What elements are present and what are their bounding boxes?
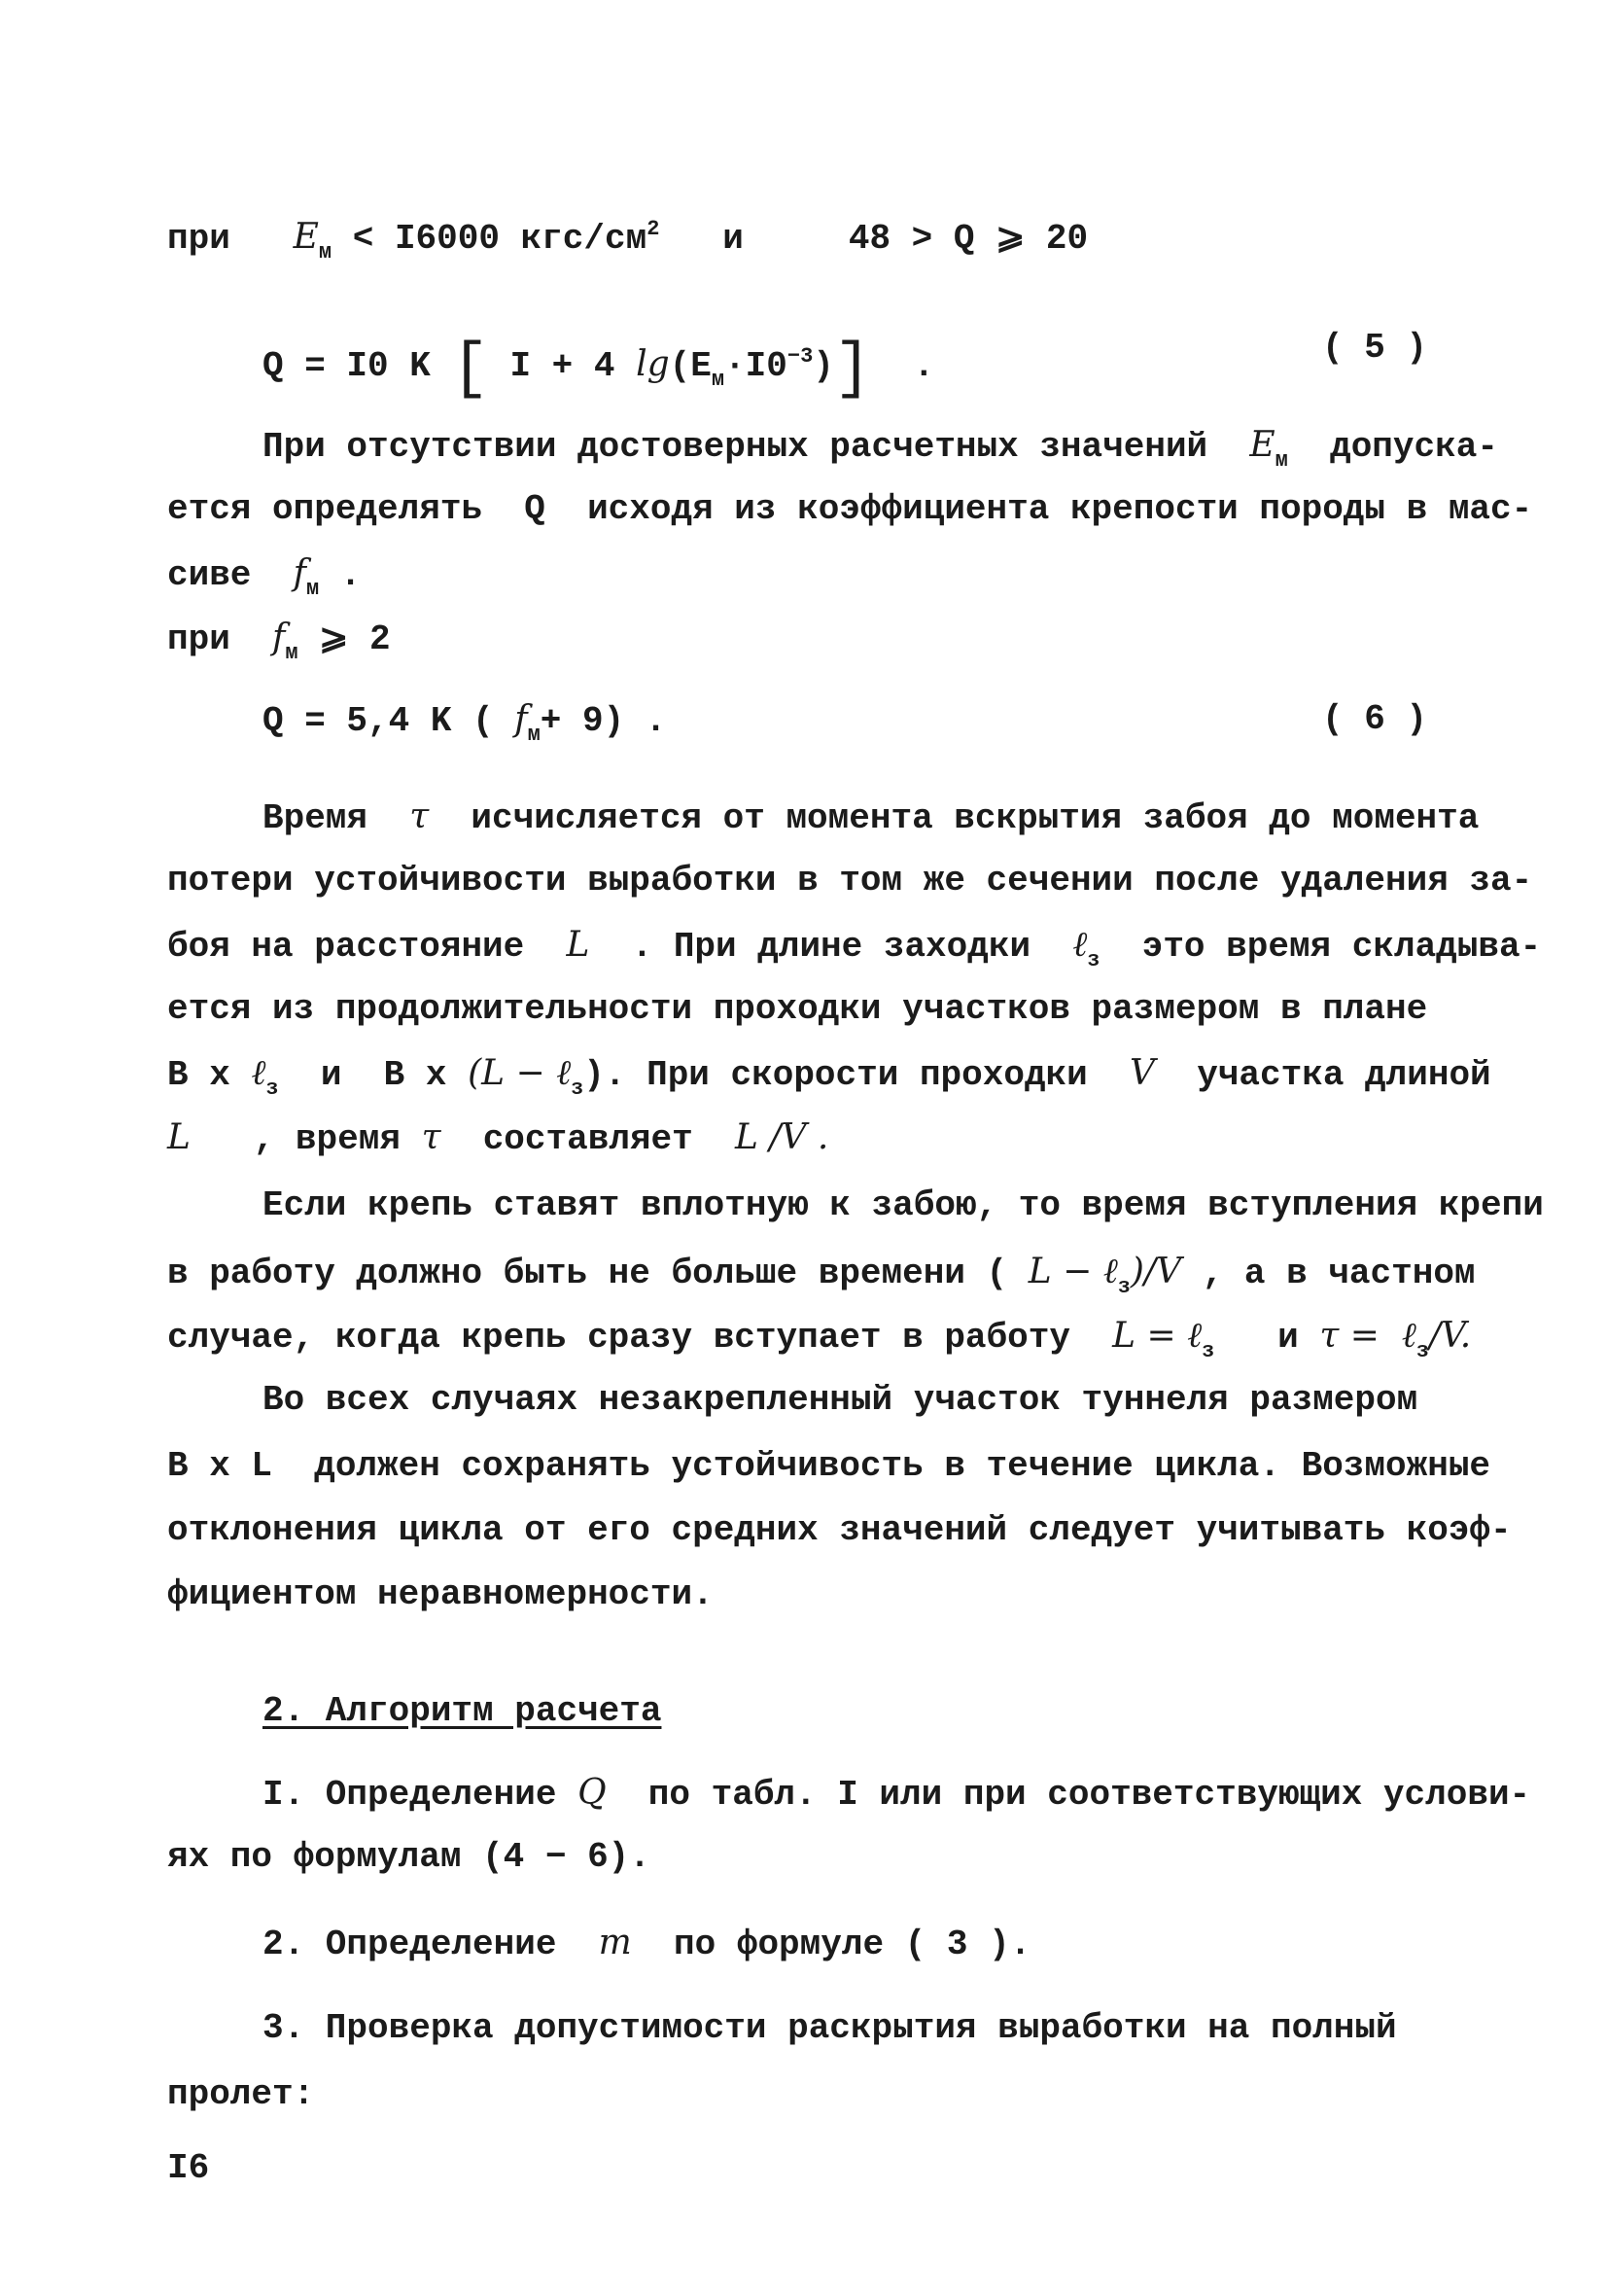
section-heading: 2. Алгоритм расчета xyxy=(262,1691,662,1731)
time-equality: τ = ℓ xyxy=(1319,1316,1416,1356)
condition-line-1 xyxy=(167,217,1089,265)
paragraph-2-line-6 xyxy=(167,1117,829,1159)
difference-expression: L − ℓ xyxy=(1028,1252,1118,1291)
paragraph-2-line-1 xyxy=(262,796,1480,838)
text-span: , время xyxy=(253,1119,401,1159)
strength-symbol: f xyxy=(272,618,286,657)
speed-expression: )/V xyxy=(1130,1252,1182,1291)
distance-symbol: L xyxy=(167,1117,191,1157)
text-span: в работу должно быть не больше времени ( xyxy=(167,1254,1008,1293)
paragraph-2-line-4: ется из продолжительности проходки участков размером в плане xyxy=(167,989,1428,1029)
formula-5-paren: (E xyxy=(669,346,712,386)
formula-6 xyxy=(262,699,667,747)
text-span: случае, когда крепь сразу вступает в работу xyxy=(167,1318,1070,1358)
formula-5-subscript: м xyxy=(711,368,725,392)
text-span: . xyxy=(339,555,362,595)
strength-symbol: f xyxy=(514,699,528,739)
paragraph-4-line-1: Во всех случаях незакрепленный участок туннеля размером xyxy=(262,1380,1418,1420)
step-1-line-1 xyxy=(262,1773,1531,1815)
distance-symbol: L xyxy=(566,925,590,965)
condition-word: при xyxy=(167,619,230,659)
step-1-line-2: ях по формулам (4 − 6). xyxy=(167,1837,650,1877)
and-word: и xyxy=(722,219,744,259)
right-bracket: ] xyxy=(833,335,872,405)
step-3-line-1: 3. Проверка допустимости раскрытия выработки на полный xyxy=(262,2008,1397,2048)
text-span: исчисляется от момента вскрытия забоя до момента xyxy=(471,798,1480,838)
condition-2-value: ⩾ 2 xyxy=(319,619,391,659)
advance-symbol: ℓ xyxy=(1072,925,1088,965)
text-span: сиве xyxy=(167,555,252,595)
paragraph-2-line-5 xyxy=(167,1053,1491,1101)
text-span: 2. Определение xyxy=(262,1925,557,1964)
left-bracket: [ xyxy=(451,335,489,405)
advance-subscript: з xyxy=(1202,1339,1215,1363)
unit-exponent: 2 xyxy=(646,217,660,241)
paragraph-1-line-1 xyxy=(262,425,1498,473)
paragraph-3-line-1: Если крепь ставят вплотную к забою, то время вступления крепи xyxy=(262,1185,1544,1225)
modulus-symbol: E xyxy=(1249,425,1275,465)
text-span: , а в частном xyxy=(1202,1254,1476,1293)
advance-symbol: ℓ xyxy=(251,1053,266,1093)
page-number: I6 xyxy=(167,2148,210,2188)
and-word: и xyxy=(1277,1318,1299,1358)
strength-subscript: м xyxy=(305,577,320,601)
advance-subscript: з xyxy=(1415,1339,1429,1363)
text-span: по табл. I или при соответствующих услови- xyxy=(647,1775,1531,1815)
time-symbol: τ xyxy=(409,796,430,836)
text-span: и B x xyxy=(320,1055,447,1095)
equation-number-5: ( 5 ) xyxy=(1322,328,1428,368)
modulus-symbol: E xyxy=(293,217,319,257)
text-span: это время складыва- xyxy=(1141,927,1542,967)
paragraph-2-line-2: потери устойчивости выработки в том же сечении после удаления за- xyxy=(167,861,1533,901)
text-span: боя на расстояние xyxy=(167,927,525,967)
paragraph-4-line-3: отклонения цикла от его средних значений следует учитывать коэф- xyxy=(167,1510,1512,1550)
text-span: . При длине заходки xyxy=(631,927,1031,967)
formula-5-dot: . xyxy=(913,346,935,386)
advance-subscript: з xyxy=(1087,948,1100,972)
modulus-value: I6000 кгс/см xyxy=(394,219,647,259)
equation-number-6: ( 6 ) xyxy=(1322,699,1428,739)
strength-symbol: f xyxy=(293,553,306,593)
formula-5-inner: I + 4 xyxy=(509,346,615,386)
difference-expression: (L − ℓ xyxy=(468,1053,572,1093)
text-span: B x xyxy=(167,1055,230,1095)
text-span: участка длиной xyxy=(1197,1055,1491,1095)
modulus-subscript: м xyxy=(1275,448,1288,473)
speed-symbol: V xyxy=(1129,1053,1155,1093)
step-3-line-2: пролет: xyxy=(167,2074,315,2114)
paragraph-3-line-3 xyxy=(167,1316,1472,1363)
text-span: Время xyxy=(262,798,368,838)
q-range: 48 > Q ⩾ 20 xyxy=(848,219,1089,259)
text-span: допуска- xyxy=(1330,427,1498,467)
strength-subscript: м xyxy=(285,641,298,665)
formula-5-exponent: −3 xyxy=(786,344,814,369)
step-2 xyxy=(262,1925,1031,1962)
text-span: ). При скорости проходки xyxy=(583,1055,1088,1095)
load-symbol: Q xyxy=(577,1773,607,1813)
condition-line-2 xyxy=(167,618,391,665)
condition-word: при xyxy=(167,219,230,259)
equality-expression: L = ℓ xyxy=(1112,1316,1203,1356)
time-expression: L /V . xyxy=(734,1117,829,1157)
m-symbol: m xyxy=(598,1923,632,1962)
formula-6-right: + 9) . xyxy=(540,701,667,741)
time-symbol: τ xyxy=(421,1117,441,1157)
advance-subscript: з xyxy=(1117,1275,1131,1299)
paragraph-1-line-3 xyxy=(167,553,362,601)
paragraph-4-line-2: B x L должен сохранять устойчивость в течение цикла. Возможные xyxy=(167,1446,1491,1486)
advance-subscript: з xyxy=(265,1077,279,1101)
text-span: составляет xyxy=(482,1119,693,1159)
formula-5-power-base: ·I0 xyxy=(724,346,787,386)
modulus-subscript: м xyxy=(318,240,332,265)
formula-6-left: Q = 5,4 K ( xyxy=(262,701,494,741)
paragraph-3-line-2 xyxy=(167,1252,1476,1299)
text-span: по формуле ( 3 ). xyxy=(674,1925,1031,1964)
advance-subscript: з xyxy=(571,1077,584,1101)
formula-5-left: Q = I0 K xyxy=(262,346,431,386)
less-than: < xyxy=(352,219,374,259)
text-span: I. Определение xyxy=(262,1775,557,1815)
formula-5 xyxy=(262,329,935,405)
paragraph-1-line-2: ется определять Q исходя из коэффициента крепости породы в мас- xyxy=(167,489,1533,529)
text-span: При отсутствии достоверных расчетных значений xyxy=(262,427,1208,467)
paragraph-4-line-4: фициентом неравномерности. xyxy=(167,1574,714,1614)
speed-expression: /V. xyxy=(1428,1316,1472,1356)
log-symbol: lg xyxy=(636,344,670,384)
strength-subscript: м xyxy=(527,723,541,747)
paragraph-2-line-3 xyxy=(167,925,1542,972)
formula-5-close: ) xyxy=(813,346,834,386)
